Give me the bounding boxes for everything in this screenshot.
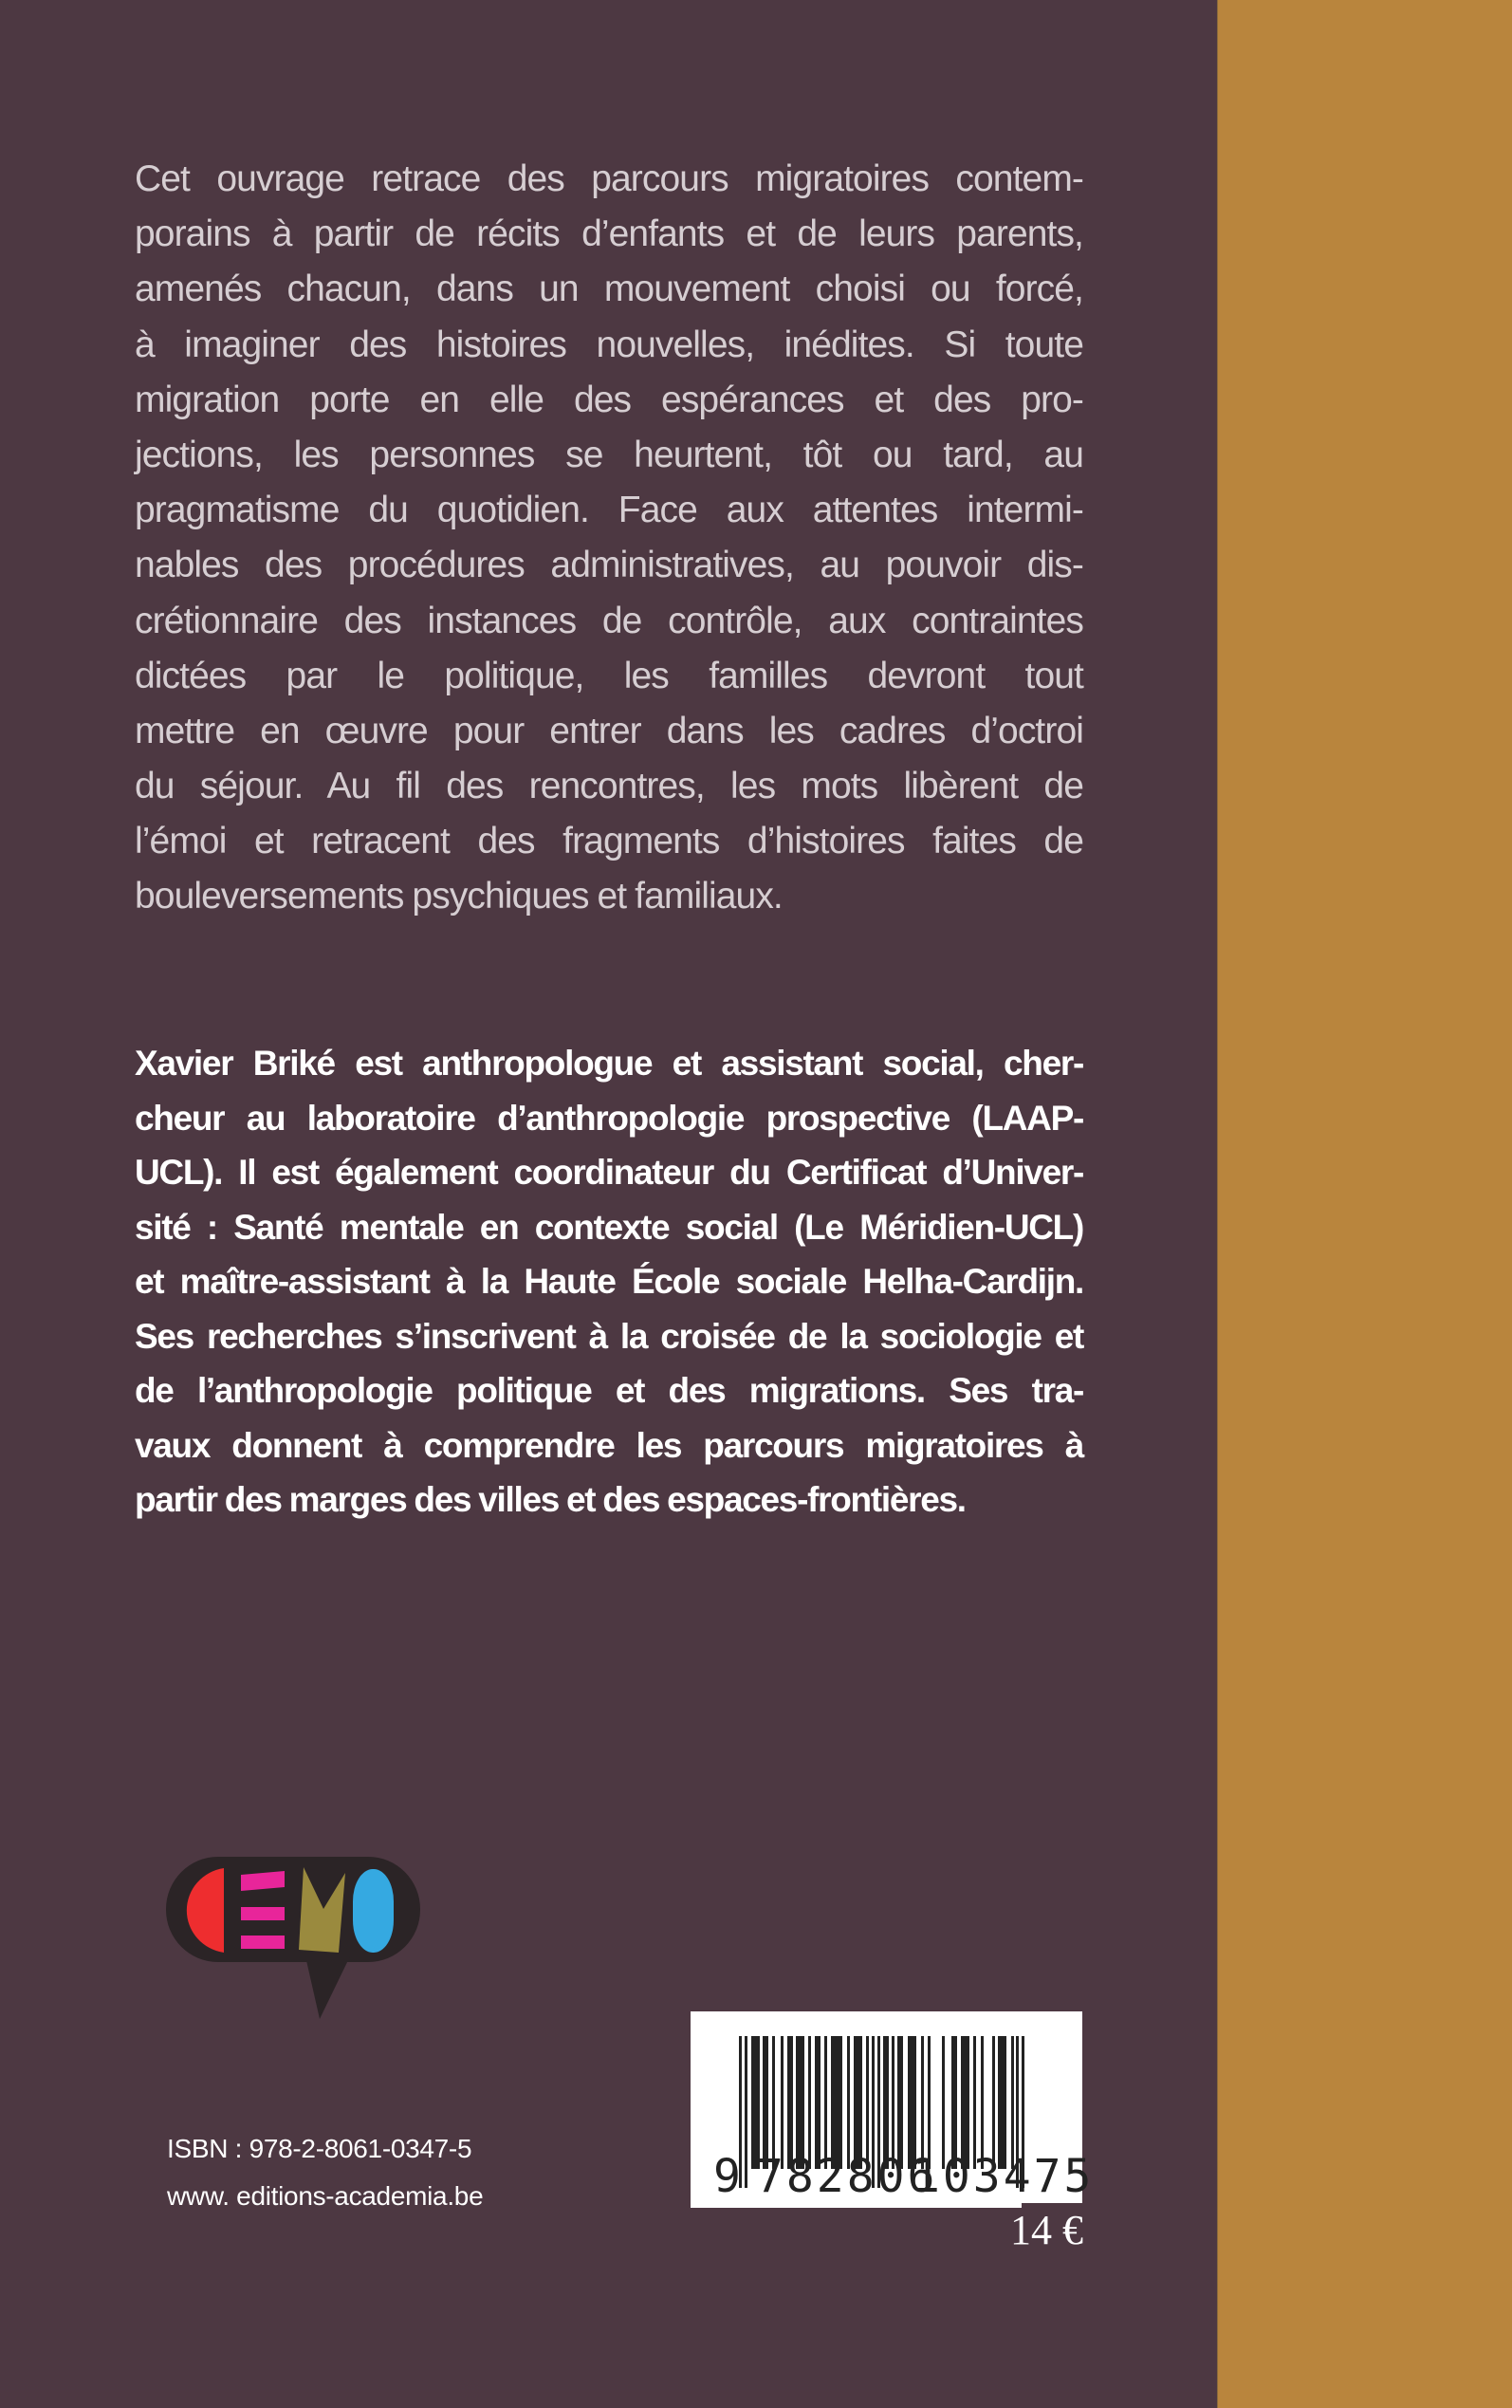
- cemo-logo: [163, 1852, 424, 2023]
- description-line: à imaginer des histoires nouvelles, inédites. Si toute: [135, 324, 1083, 365]
- description-line: dictées par le politique, les familles devront tout: [135, 655, 1083, 696]
- description-line: porains à partir de récits d’enfants et de leurs parents,: [135, 213, 1083, 255]
- description-line: Cet ouvrage retrace des parcours migratoires contem-: [135, 158, 1083, 199]
- bio-line: et maître-assistant à la Haute École sociale Helha-Cardijn.: [135, 1262, 1083, 1301]
- description-line: crétionnaire des instances de contrôle, aux contraintes: [135, 600, 1083, 641]
- price-label: 14 €: [1010, 2207, 1083, 2253]
- bio-line: Xavier Briké est anthropologue et assistant social, cher-: [135, 1044, 1083, 1083]
- description-line: nables des procédures administratives, au pouvoir dis-: [135, 545, 1083, 586]
- letter-e-icon: [241, 1871, 285, 1949]
- book-description: [135, 152, 1083, 925]
- barcode-digits-right: 103475: [913, 2150, 1095, 2203]
- isbn-text: ISBN : 978-2-8061-0347-5: [167, 2134, 472, 2163]
- description-line: pragmatisme du quotidien. Face aux attentes intermi-: [135, 490, 1083, 531]
- spine-stripe: [1217, 0, 1512, 2408]
- bio-line: partir des marges des villes et des espaces-frontières.: [135, 1480, 966, 1519]
- description-line: l’émoi et retracent des fragments d’histoires faites de: [135, 821, 1083, 862]
- description-line: bouleversements psychiques et familiaux.: [135, 876, 783, 917]
- letter-o-icon: [353, 1869, 394, 1953]
- description-line: migration porte en elle des espérances et des pro-: [135, 379, 1083, 420]
- bio-line: sité : Santé mentale en contexte social (Le Méridien-UCL): [135, 1207, 1083, 1247]
- bio-line: cheur au laboratoire d’anthropologie prospective (LAAP-: [135, 1098, 1083, 1138]
- publisher-website-link[interactable]: www. editions-academia.be: [167, 2181, 484, 2211]
- bio-line: vaux donnent à comprendre les parcours migratoires à: [135, 1425, 1083, 1465]
- author-bio: [135, 1036, 1083, 1528]
- bio-line: Ses recherches s’inscrivent à la croisée de la sociologie et: [135, 1316, 1083, 1356]
- description-line: mettre en œuvre pour entrer dans les cadres d’octroi: [135, 710, 1083, 751]
- barcode-digit-first: 9: [713, 2150, 744, 2203]
- description-line: amenés chacun, dans un mouvement choisi ou forcé,: [135, 269, 1083, 310]
- barcode-digits-left: 782806: [756, 2150, 938, 2203]
- bio-line: UCL). Il est également coordinateur du Certificat d’Univer-: [135, 1153, 1083, 1192]
- bio-line: de l’anthropologie politique et des migrations. Ses tra-: [135, 1371, 1083, 1410]
- description-line: du séjour. Au fil des rencontres, les mots libèrent de: [135, 766, 1083, 807]
- description-line: jections, les personnes se heurtent, tôt ou tard, au: [135, 434, 1083, 475]
